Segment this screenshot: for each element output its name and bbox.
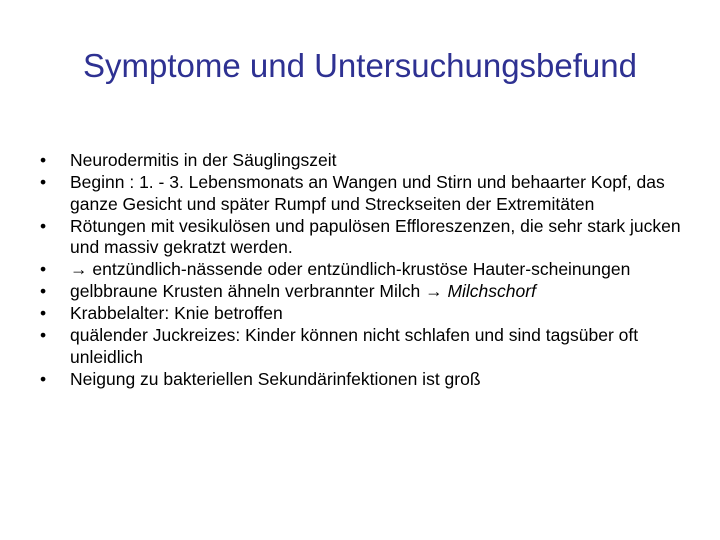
- bullet-text-main: gelbbraune Krusten ähneln verbrannter Milch →: [70, 281, 448, 301]
- bullet-marker: •: [40, 150, 47, 170]
- bullet-item-3: [40, 216, 700, 259]
- bullet-text-emphasis: Milchschorf: [447, 281, 536, 301]
- bullet-item-5: [40, 281, 700, 303]
- bullet-text: Rötungen mit vesikulösen und papulösen Effloreszenzen, die sehr stark jucken und massiv gekratzt werden.: [70, 215, 681, 257]
- bullet-text: Neigung zu bakteriellen Sekundärinfektionen ist groß: [70, 368, 481, 389]
- bullet-marker: •: [40, 325, 47, 345]
- bullet-text: quälender Juckreizes: Kinder können nicht schlafen und sind tagsüber oft unleidlich: [70, 325, 639, 367]
- bullet-marker: •: [40, 172, 47, 192]
- bullet-text: Neurodermitis in der Säuglingszeit: [70, 150, 337, 170]
- bullet-item-6: [40, 303, 700, 325]
- bullet-text: [70, 281, 536, 301]
- bullet-item-2: [40, 172, 700, 215]
- bullet-marker: •: [40, 303, 47, 323]
- bullet-marker: •: [40, 368, 47, 389]
- bullet-list: [40, 150, 700, 391]
- bullet-text: → entzündlich-nässende oder entzündlich-krustöse Hauter-scheinungen: [70, 259, 631, 279]
- bullet-item-7: [40, 325, 700, 368]
- bullet-text: Krabbelalter: Knie betroffen: [70, 303, 283, 323]
- bullet-text: Beginn : 1. - 3. Lebensmonats an Wangen und Stirn und behaarter Kopf, das ganze Gesicht und später Rumpf und Streckseiten der Extremitäten: [70, 172, 665, 214]
- bullet-marker: •: [40, 259, 47, 279]
- bullet-item-1: [40, 150, 700, 172]
- bullet-marker: •: [40, 215, 47, 236]
- bullet-item-8: [40, 369, 700, 391]
- slide-title: Symptome und Untersuchungsbefund: [82, 47, 637, 84]
- bullet-item-4: [40, 259, 700, 281]
- bullet-marker: •: [40, 281, 47, 301]
